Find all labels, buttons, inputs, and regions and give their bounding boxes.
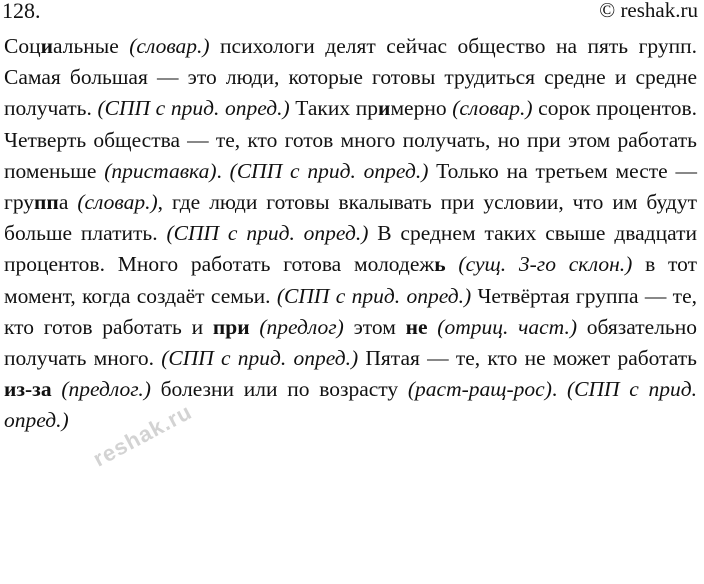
site-credit: © reshak.ru: [599, 0, 698, 22]
highlighted-letters: и: [40, 34, 53, 58]
annotation: (СПП с прид. опред.): [166, 221, 369, 246]
text-run: мерно: [390, 96, 453, 121]
annotation: (предлог): [259, 314, 344, 339]
text-run: альные: [53, 34, 130, 58]
page-header: [0, 0, 704, 26]
text-run: [250, 315, 260, 339]
annotation: (СПП с прид. опред.): [97, 96, 290, 121]
annotation: (словар.): [129, 34, 210, 58]
text-run: [446, 252, 459, 276]
text-run: этом: [343, 314, 406, 339]
highlighted-letters: пп: [34, 190, 59, 215]
highlighted-letters: из-за: [4, 377, 52, 402]
text-run: а: [58, 190, 78, 215]
text-run: в тот момент, когда создаёт семьи.: [4, 252, 697, 308]
text-run: , где люди готовы вкалывать при условии, что им будут больше платить.: [4, 190, 697, 246]
text-run: .: [216, 158, 230, 183]
text-run: .: [551, 377, 567, 402]
annotation: (раст-ращ-рос): [407, 377, 552, 402]
annotation: (отриц. част.): [437, 314, 577, 339]
highlighted-letters: и: [378, 96, 391, 121]
annotation: (словар.): [452, 96, 533, 121]
text-run: сорок процентов. Четверть общества — те, кто готов много получать, но при этом работать поменьше: [4, 96, 698, 183]
text-run: психологи делят сейчас общество на пять групп. Самая большая — это люди, которые готовы трудиться средне и средне получать.: [4, 34, 697, 121]
annotation: (СПП с прид. опред.): [229, 158, 429, 183]
annotation: (словар.): [77, 190, 158, 215]
exercise-number: 128.: [2, 0, 41, 23]
annotation: (предлог.): [61, 377, 151, 402]
watermark: reshak.ru: [88, 398, 197, 472]
answer-text: [4, 31, 697, 437]
annotation: (приставка): [104, 158, 217, 183]
annotation: (сущ. 3-го склон.): [458, 252, 633, 277]
text-run: Только на третьем месте — гру: [4, 158, 698, 215]
annotation: (СПП с прид. опред.): [161, 346, 359, 371]
highlighted-letters: ь: [434, 252, 446, 277]
text-run: Таких пр: [289, 96, 379, 121]
highlighted-letters: не: [405, 314, 428, 339]
text-run: Соц: [4, 34, 41, 58]
annotation: (СПП с прид. опред.): [4, 377, 698, 433]
text-run: [52, 377, 62, 401]
text-run: обязательно получать много.: [4, 314, 697, 371]
text-run: ж: [419, 252, 435, 277]
annotation: (СПП с прид. опред.): [276, 283, 472, 308]
text-run: Четвёртая группа — те, кто готов работать и: [4, 283, 697, 339]
highlighted-letters: при: [212, 314, 250, 339]
text-run: Пятая — те, кто не может работать: [358, 346, 697, 371]
text-run: В среднем таких свыше двадцати процентов. Много работать готова молоде: [4, 221, 698, 277]
text-run: [428, 315, 438, 339]
text-run: болезни или по возрасту: [150, 377, 408, 402]
